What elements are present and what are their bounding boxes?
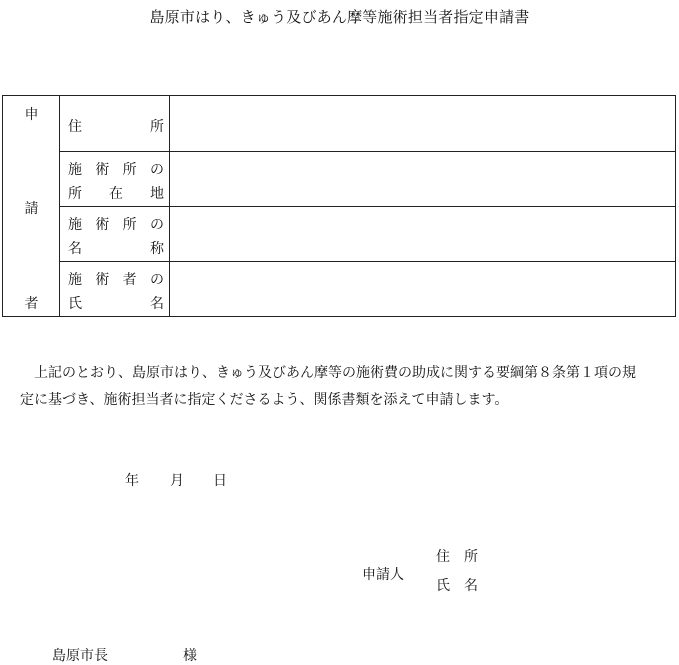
practitioner-name-row <box>60 261 675 316</box>
date-year-label: 年 <box>125 473 139 489</box>
clinic-location-field[interactable] <box>170 152 675 206</box>
clinic-name-field[interactable] <box>170 207 675 261</box>
address-field[interactable] <box>170 96 675 151</box>
applicant-char-2: 請 <box>24 201 39 217</box>
address-row <box>60 96 675 151</box>
applicant-signature-block <box>362 545 562 605</box>
clinic-name-label-cell <box>60 207 170 261</box>
practitioner-name-field[interactable] <box>170 262 675 316</box>
applicant-name-label: 氏 名 <box>436 578 478 594</box>
clinic-location-label-line1: 施 術 所 の <box>68 162 164 178</box>
address-label: 住 所 <box>68 119 164 135</box>
practitioner-name-label-line1: 施 術 者 の <box>68 272 164 288</box>
applicant-char-1: 申 <box>24 107 39 123</box>
applicant-char-3: 者 <box>24 296 39 312</box>
practitioner-name-label-cell <box>60 262 170 316</box>
address-label-cell <box>60 96 170 151</box>
document-title: 島原市はり、きゅう及びあん摩等施術担当者指定申請書 <box>149 8 530 26</box>
statement-line-1: 上記のとおり、島原市はり、きゅう及びあん摩等の施術費の助成に関する要綱第８条第１項の規 <box>20 365 636 381</box>
applicant-address-label: 住 所 <box>436 549 478 565</box>
application-statement <box>20 360 660 414</box>
clinic-location-label-line2: 所 在 地 <box>68 186 164 202</box>
addressee-honorific: 様 <box>183 648 197 664</box>
applicant-column-header <box>3 96 60 316</box>
date-day-label: 日 <box>213 473 227 489</box>
clinic-name-label-line1: 施 術 所 の <box>68 217 164 233</box>
clinic-location-label-cell <box>60 152 170 206</box>
clinic-name-label-line2: 名 称 <box>68 241 164 257</box>
practitioner-name-label-line2: 氏 名 <box>68 296 164 312</box>
addressee-mayor: 島原市長 <box>52 648 108 664</box>
applicant-label: 申請人 <box>362 567 404 583</box>
clinic-name-row <box>60 206 675 261</box>
application-form-table <box>2 95 676 317</box>
clinic-location-row <box>60 151 675 206</box>
date-month-label: 月 <box>170 473 184 489</box>
statement-line-2: 定に基づき、施術担当者に指定くださるよう、関係書類を添えて申請します。 <box>20 392 509 408</box>
